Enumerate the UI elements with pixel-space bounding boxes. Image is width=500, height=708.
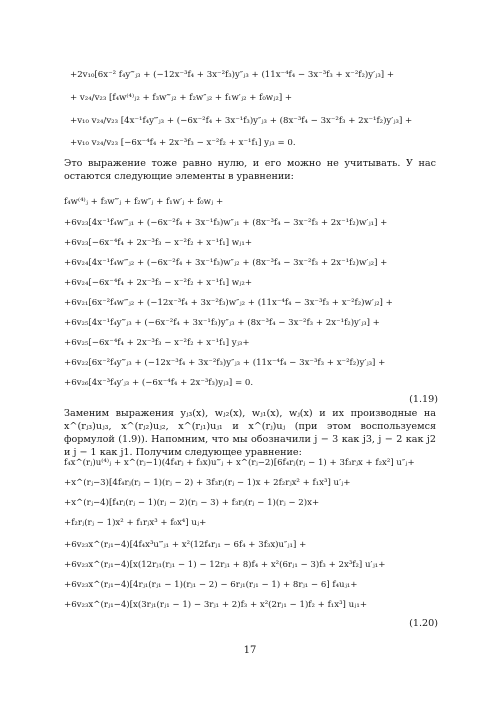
- equation-line: +6v₂₃x^(rⱼ₁−4)[4f₄x³u‴ⱼ₁ + x²(12f₄rⱼ₁ − 6f₄ + 3f₃x)u″ⱼ₁] +: [64, 540, 307, 550]
- equation-line: +f₂rⱼ(rⱼ − 1)x² + f₁rⱼx³ + f₀x⁴] uⱼ+: [64, 518, 207, 528]
- equation-number: (1.19): [409, 394, 438, 405]
- equation-line: +x^(rⱼ−4)[f₄rⱼ(rⱼ − 1)(rⱼ − 2)(rⱼ − 3) + f₃rⱼ(rⱼ − 1)(rⱼ − 2)x+: [64, 498, 320, 508]
- equation-line: +6v₂₄[4x⁻¹f₄w‴ⱼ₂ + (−6x⁻²f₄ + 3x⁻¹f₃)w″ⱼ₂ + (8x⁻³f₄ − 3x⁻²f₃ + 2x⁻¹f₂)w′ⱼ₂] +: [64, 258, 388, 268]
- equation-line: +6v₂₁[6x⁻²f₄w‴ⱼ₂ + (−12x⁻³f₄ + 3x⁻²f₃)w″ⱼ₂ + (11x⁻⁴f₄ − 3x⁻³f₃ + x⁻²f₂)w′ⱼ₂] +: [64, 298, 393, 308]
- equation-line: f₄w⁽⁴⁾ⱼ + f₃w‴ⱼ + f₂w″ⱼ + f₁w′ⱼ + f₀wⱼ +: [64, 197, 224, 207]
- equation-line: +2v₁₀[6x⁻² f₄y‴ⱼ₃ + (−12x⁻³f₄ + 3x⁻²f₃)y″ⱼ₃ + (11x⁻⁴f₄ − 3x⁻³f₃ + x⁻²f₂)y′ⱼ₃] +: [70, 70, 395, 80]
- equation-line: +6v₂₆[4x⁻³f₄y′ⱼ₃ + (−6x⁻⁴f₄ + 2x⁻³f₃)yⱼ₃] = 0.: [64, 378, 254, 388]
- equation-line: f₄x^(rⱼ)u⁽⁴⁾ⱼ + x^(rⱼ−1)(4f₄rⱼ + f₃x)u‴ⱼ + x^(rⱼ−2)[6f₄rⱼ(rⱼ − 1) + 3f₃rⱼx + f₂x²] u″ⱼ+: [64, 458, 415, 468]
- equation-line: +6v₂₃x^(rⱼ₁−4)[x(3rⱼ₁(rⱼ₁ − 1) − 3rⱼ₁ + 2)f₃ + x²(2rⱼ₁ − 1)f₂ + f₁x³] uⱼ₁+: [64, 600, 368, 610]
- equation-line: +v₁₀ v₂₄/v₂₃ [−6x⁻⁴f₄ + 2x⁻³f₃ − x⁻²f₂ + x⁻¹f₁] yⱼ₃ = 0.: [70, 138, 296, 148]
- equation-line: +6v₂₃x^(rⱼ₁−4)[x(12rⱼ₁(rⱼ₁ − 1) − 12rⱼ₁ + 8)f₄ + x²(6rⱼ₁ − 3)f₃ + 2x³f₂] u′ⱼ₁+: [64, 560, 386, 570]
- equation-line: +6v₂₃x^(rⱼ₁−4)[4rⱼ₁(rⱼ₁ − 1)(rⱼ₁ − 2) − 6rⱼ₁(rⱼ₁ − 1) + 8rⱼ₁ − 6] f₄uⱼ₁+: [64, 580, 358, 590]
- equation-line: +6v₂₅[4x⁻¹f₄y‴ⱼ₃ + (−6x⁻²f₄ + 3x⁻¹f₃)y″ⱼ₃ + (8x⁻³f₄ − 3x⁻²f₃ + 2x⁻¹f₂)y′ⱼ₃] +: [64, 318, 380, 328]
- paragraph: Это выражение тоже равно нулю, и его можно не учитывать. У нас остаются следующие элементы в уравнении:: [64, 158, 436, 182]
- equation-line: +6v₂₄[−6x⁻⁴f₄ + 2x⁻³f₃ − x⁻²f₂ + x⁻¹f₁] wⱼ₂+: [64, 278, 253, 288]
- equation-line: +6v₂₃[4x⁻¹f₄w‴ⱼ₁ + (−6x⁻²f₄ + 3x⁻¹f₃)w″ⱼ₁ + (8x⁻³f₄ − 3x⁻²f₃ + 2x⁻¹f₂)w′ⱼ₁] +: [64, 218, 388, 228]
- equation-line: +6v₂₅[−6x⁻⁴f₄ + 2x⁻³f₃ − x⁻²f₂ + x⁻¹f₁] yⱼ₃+: [64, 338, 250, 348]
- equation-line: +v₁₀ v₂₄/v₂₃ [4x⁻¹f₄y‴ⱼ₃ + (−6x⁻²f₄ + 3x⁻¹f₃)y″ⱼ₃ + (8x⁻³f₄ − 3x⁻²f₃ + 2x⁻¹f₂)y′ⱼ₃] +: [70, 116, 413, 126]
- equation-line: +x^(rⱼ−3)[4f₄rⱼ(rⱼ − 1)(rⱼ − 2) + 3f₃rⱼ(rⱼ − 1)x + 2f₂rⱼx² + f₁x³] u′ⱼ+: [64, 478, 351, 488]
- paragraph: Заменим выражения yⱼ₃(x), wⱼ₂(x), wⱼ₁(x), wⱼ(x) и их производные на x^(rⱼ₃)uⱼ₃, x^(rⱼ₂)uⱼ₂, x^(rⱼ₁)uⱼ₁ и x^(rⱼ)uⱼ (при этом воспользуемся формулой (1.9)). Напомним, что мы обозначили j − 3 как j3, j − 2 как j2 и j − 1 как j1. Получим следующее уравнение:: [64, 408, 436, 458]
- equation-line: +6v₂₂[6x⁻²f₄y‴ⱼ₃ + (−12x⁻³f₄ + 3x⁻²f₃)y″ⱼ₃ + (11x⁻⁴f₄ − 3x⁻³f₃ + x⁻²f₂)y′ⱼ₃] +: [64, 358, 386, 368]
- equation-line: +6v₂₃[−6x⁻⁴f₄ + 2x⁻³f₃ − x⁻²f₂ + x⁻¹f₁] wⱼ₁+: [64, 238, 253, 248]
- equation-line: + v₂₄/v₂₃ [f₄w⁽⁴⁾ⱼ₂ + f₃w‴ⱼ₂ + f₂w″ⱼ₂ + f₁w′ⱼ₂ + f₀wⱼ₂] +: [70, 93, 293, 103]
- equation-number: (1.20): [409, 618, 438, 629]
- page-number: 17: [243, 645, 257, 656]
